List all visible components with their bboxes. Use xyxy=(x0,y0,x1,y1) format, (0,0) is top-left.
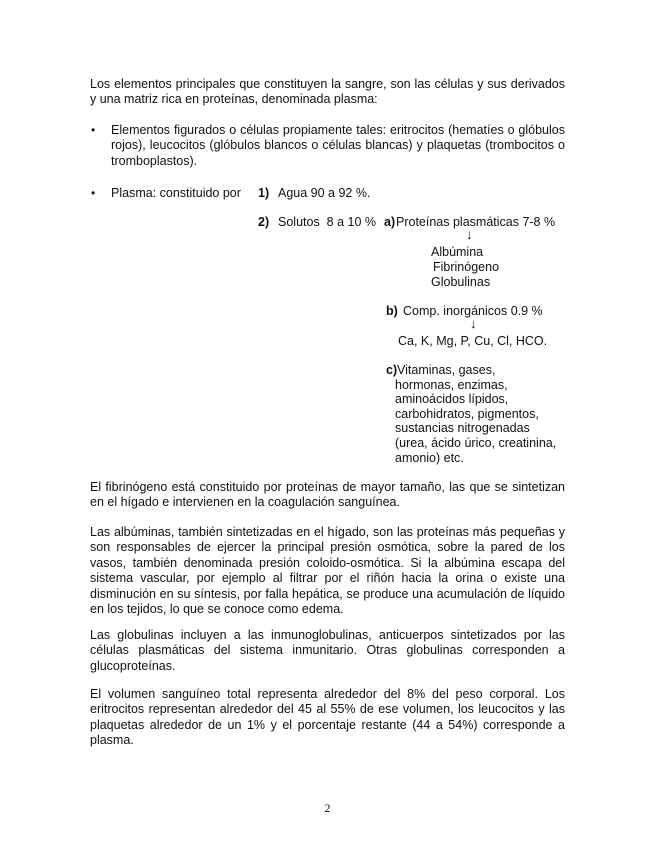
c-line: sustancias nitrogenadas xyxy=(395,421,530,435)
arrow-down-icon: ↓ xyxy=(466,227,473,242)
arrow-down-icon: ↓ xyxy=(470,316,477,331)
inorganicos-list: Ca, K, Mg, P, Cu, Cl, HCO. xyxy=(398,334,548,348)
c-line: aminoácidos lípidos, xyxy=(395,392,509,406)
fibrinogeno-text: Fibrinógeno xyxy=(433,260,500,274)
bullet-elementos-figurados: Elementos figurados o células propiamente tales: eritrocitos (hematíes o glóbulos rojos), leucocitos (glóbulos blancos o células blancas) y plaquetas (trombocitos o tromboplastos). xyxy=(111,123,565,168)
agua-text: Agua 90 a 92 %. xyxy=(278,186,371,200)
comp-inorganicos-text: Comp. inorgánicos 0.9 % xyxy=(403,304,543,318)
c-line: (urea, ácido úrico, creatinina, xyxy=(395,436,557,450)
intro-paragraph: Los elementos principales que constituyen la sangre, son las células y sus derivados y una matriz rica en proteínas, denominada plasma: xyxy=(90,77,565,107)
bullet-marker: • xyxy=(91,123,96,137)
item-number-1: 1) xyxy=(258,186,270,200)
albumina-text: Albúmina xyxy=(431,245,484,259)
c-line: carbohidratos, pigmentos, xyxy=(395,407,539,421)
item-number-2: 2) xyxy=(258,215,270,229)
paragraph-volumen: El volumen sanguíneo total representa alrededor del 8% del peso corporal. Los eritrocitos representan alrededor del 45 al 55% de ese volumen, los leucocitos y las plaquetas alrededor de un 1% y el porcentaje restante (44 a 54%) corresponde a plasma. xyxy=(90,687,565,748)
c-line: amonio) etc. xyxy=(395,451,464,465)
marker-c: c) xyxy=(386,363,398,377)
marker-a: a) xyxy=(384,215,396,229)
c-line: hormonas, enzimas, xyxy=(395,378,508,392)
paragraph-albuminas: Las albúminas, también sintetizadas en el hígado, son las proteínas más pequeñas y son responsables de ejercer la principal presión osmótica, sobre la pared de los vasos, también denominada presión coloido-osmótica. Si la albúmina escapa del sistema vascular, por ejemplo al filtrar por el riñón hacia la orina o existe una disminución en su síntesis, por falla hepática, se produce una acumulación de líquido en los tejidos, lo que se conoce como edema. xyxy=(90,525,565,617)
page-number: 2 xyxy=(324,801,331,815)
solutos-text: Solutos 8 a 10 % xyxy=(278,215,376,229)
bullet-marker: • xyxy=(91,186,96,200)
proteinas-plasmaticas-text: Proteínas plasmáticas 7-8 % xyxy=(396,215,556,229)
c-line: Vitaminas, gases, xyxy=(397,363,496,377)
bullet-plasma-label: Plasma: constituido por xyxy=(111,186,241,200)
marker-b: b) xyxy=(386,304,398,318)
globulinas-text: Globulinas xyxy=(431,275,491,289)
paragraph-globulinas: Las globulinas incluyen a las inmunoglobulinas, anticuerpos sintetizados por las células plasmáticas del sistema inmunitario. Otras globulinas corresponden a glucoproteínas. xyxy=(90,628,565,673)
paragraph-fibrinogeno: El fibrinógeno está constituido por proteínas de mayor tamaño, las que se sintetizan en el hígado e intervienen en la coagulación sanguínea. xyxy=(90,480,565,510)
